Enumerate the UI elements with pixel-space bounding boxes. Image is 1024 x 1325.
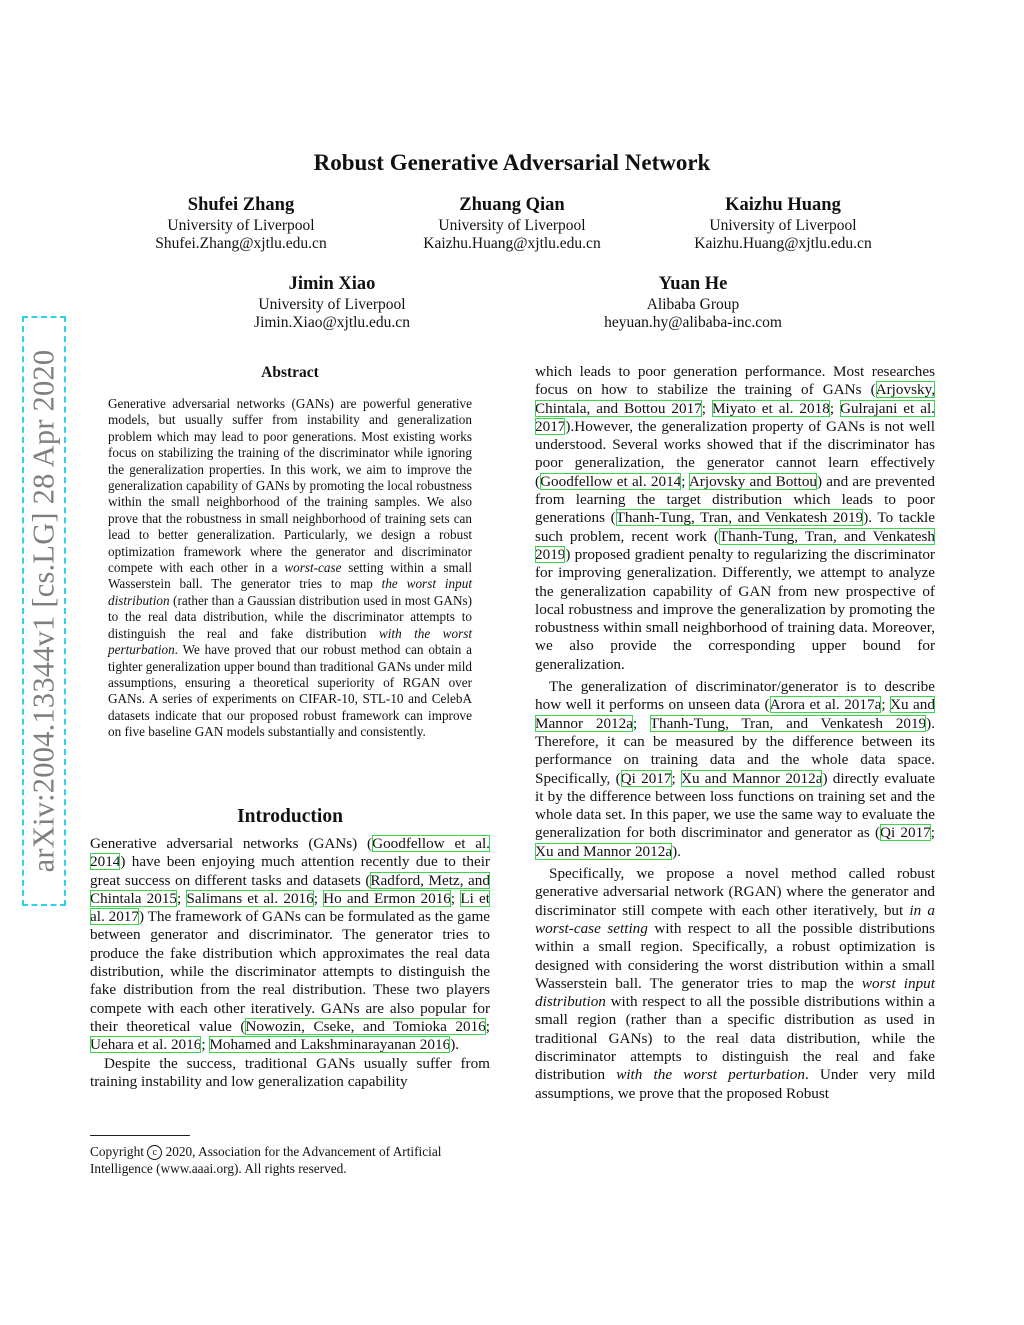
citation-link[interactable]: Arjovsky and Bottou [688, 472, 818, 490]
author-affiliation: University of Liverpool [709, 217, 857, 234]
citation-link[interactable]: Radford, Metz, and Chintala 2015 [90, 871, 490, 907]
citation-link[interactable]: Li et al. 2017 [90, 889, 490, 926]
author-block [543, 272, 843, 332]
footnote-rule [90, 1135, 190, 1136]
author-name: Yuan He [658, 274, 728, 294]
citation-link[interactable]: Xu and Mannor 2012a [535, 696, 935, 732]
abstract-body: Generative adversarial networks (GANs) are powerful generative models, but usually suffer from instability and generalization problem which may lead to poor generations. Most existing works focus on stabilizing the training of the discriminator while ignoring the generalization properties. In this work, we aim to improve the generalization capability of GANs by promoting the local robustness within the small neighborhood of the training samples. We also prove that the robustness in small neighborhood of training sets can lead to better generalization. Particularly, we design a robust optimization framework where the generator and discriminator compete with each other in a worst-case setting within a small Wasserstein ball. The generator tries to map the worst input distribution (rather than a Gaussian distribution used in most GANs) to the real data distribution, while the discriminator attempts to distinguish the real and fake distribution with the worst perturbation. We have proved that our robust method can obtain a tighter generalization upper bound than traditional GANs under mild assumptions, ensuring a theoretical superiority of RGAN over GANs. A series of experiments on CIFAR-10, STL-10 and CelebA datasets indicate that our proposed robust framework can improve on five baseline GAN models substantially and consistently. [108, 396, 472, 740]
author-affiliation: Alibaba Group [646, 296, 740, 313]
paper-title: Robust Generative Adversarial Network [313, 150, 711, 175]
citation-link[interactable]: Ho and Ermon 2016 [323, 889, 451, 907]
author-email: Jimin.Xiao@xjtlu.edu.cn [254, 314, 410, 331]
author-name: Kaizhu Huang [725, 195, 841, 215]
citation-link[interactable]: Goodfellow et al. 2014 [90, 835, 490, 871]
arxiv-stamp-text: arXiv:2004.13344v1 [cs.LG] 28 Apr 2020 [26, 349, 61, 873]
author-affiliation: University of Liverpool [438, 217, 586, 234]
author-affiliation: University of Liverpool [167, 217, 315, 234]
citation-link[interactable]: Gulrajani et al. 2017 [535, 399, 935, 435]
citation-link[interactable]: Thanh-Tung, Tran, and Venkatesh 2019 [615, 509, 864, 527]
author-name: Jimin Xiao [288, 274, 376, 294]
author-email: Kaizhu.Huang@xjtlu.edu.cn [423, 235, 601, 252]
citation-link[interactable]: Qi 2017 [620, 769, 672, 787]
author-email: heyuan.hy@alibaba-inc.com [604, 314, 782, 331]
paragraph: Specifically, we propose a novel method called robust generative adversarial network (RGAN) where the generator and discriminator still compete with each other iteratively, but in a worst-case setting with respect to all the possible distributions within a small region. Specifically, a robust optimization is designed with considering the worst distribution within a small Wasserstein ball. The generator tries to map the worst input distribution with respect to all the possible distributions within a small region (rather than a specific distribution as used in traditional GANs) to the real data distribution, while the discriminator attempts to distinguish the real and fake distribution with the worst perturbation. Under very mild assumptions, we prove that the proposed Robust [535, 865, 935, 1102]
citation-link[interactable]: Miyato et al. 2018 [711, 399, 830, 417]
citation-link[interactable]: Qi 2017 [880, 824, 931, 842]
citation-link[interactable]: Arora et al. 2017a [769, 696, 882, 714]
citation-link[interactable]: Thanh-Tung, Tran, and Venkatesh 2019 [649, 714, 927, 732]
paragraph: Generative adversarial networks (GANs) (Goodfellow et al. 2014) have been enjoying much attention recently due to their great success on different tasks and datasets (Radford, Metz, and Chintala 2015; Salimans et al. 2016; Ho and Ermon 2016; Li et al. 2017) The framework of GANs can be formulated as the game between generator and discriminator. The generator tries to produce the fake distribution which approximates the real data distribution, while the discriminator attempts to distinguish the fake distribution from the real distribution. These two players compete with each other iteratively. GANs are also popular for their theoretical value (Nowozin, Cseke, and Tomioka 2016; Uehara et al. 2016; Mohamed and Lakshminarayanan 2016). [90, 835, 490, 1054]
author-email: Shufei.Zhang@xjtlu.edu.cn [155, 235, 327, 252]
paragraph: The generalization of discriminator/generator is to describe how well it performs on unseen data (Arora et al. 2017a; Xu and Mannor 2012a; Thanh-Tung, Tran, and Venkatesh 2019). Therefore, it can be measured by the difference between its performance on training data and the whole data space. Specifically, (Qi 2017; Xu and Mannor 2012a) directly evaluate it by the difference between loss functions on training set and the whole data set. In this paper, we use the same way to evaluate the generalization for both discriminator and generator as (Qi 2017; Xu and Mannor 2012a). [535, 678, 936, 860]
author-affiliation: University of Liverpool [258, 296, 406, 313]
citation-link[interactable]: Mohamed and Lakshminarayanan 2016 [209, 1036, 451, 1054]
abstract-heading: Abstract [261, 364, 319, 381]
author-name: Zhuang Qian [459, 195, 565, 215]
paragraph: which leads to poor generation performance. Most researches focus on how to stabilize the training of GANs (Arjovsky, Chintala, and Bottou 2017; Miyato et al. 2018; Gulrajani et al. 2017).However, the generalization property of GANs is not well understood. Several works showed that if the discriminator has poor generalization, the generator cannot learn effectively (Goodfellow et al. 2014; Arjovsky and Bottou) and are prevented from learning the target distribution which leads to poor generations (Thanh-Tung, Tran, and Venkatesh 2019). To tackle such problem, recent work (Thanh-Tung, Tran, and Venkatesh 2019) proposed gradient penalty to regularizing the discriminator for improving generalization. Differently, we attempt to analyze the generalization capability of GAN from new prospective of local robustness and improve the generalization by promoting the robustness within small neighborhood of training data. Moreover, we also provide the corresponding upper bound for generalization. [535, 363, 936, 673]
citation-link[interactable]: Xu and Mannor 2012a [680, 769, 823, 787]
author-email: Kaizhu.Huang@xjtlu.edu.cn [694, 235, 872, 252]
citation-link[interactable]: Thanh-Tung, Tran, and Venkatesh 2019 [535, 527, 935, 563]
citation-link[interactable]: Goodfellow et al. 2014 [540, 472, 682, 490]
citation-link[interactable]: Xu and Mannor 2012a [535, 842, 673, 860]
paragraph: Despite the success, traditional GANs usually suffer from training instability and low generalization capability [90, 1054, 490, 1090]
copyright-notice: Copyright c 2020, Association for the Advancement of Artificial Intelligence (www.aaai.org). All rights reserved. [90, 1144, 442, 1176]
author-block [182, 272, 482, 332]
author-block [91, 193, 391, 253]
arxiv-stamp[interactable] [22, 316, 66, 906]
author-name: Shufei Zhang [187, 195, 295, 215]
citation-link[interactable]: Uehara et al. 2016 [90, 1036, 202, 1054]
intro-column [90, 835, 490, 1091]
copyright-icon: c [147, 1145, 162, 1160]
citation-link[interactable]: Nowozin, Cseke, and Tomioka 2016 [245, 1017, 486, 1035]
citation-link[interactable]: Salimans et al. 2016 [186, 889, 314, 907]
author-block [633, 193, 933, 253]
author-block [362, 193, 662, 253]
right-column [535, 363, 935, 1103]
citation-link[interactable]: Arjovsky, Chintala, and Bottou 2017 [535, 381, 935, 417]
section-heading-introduction: Introduction [237, 806, 343, 827]
